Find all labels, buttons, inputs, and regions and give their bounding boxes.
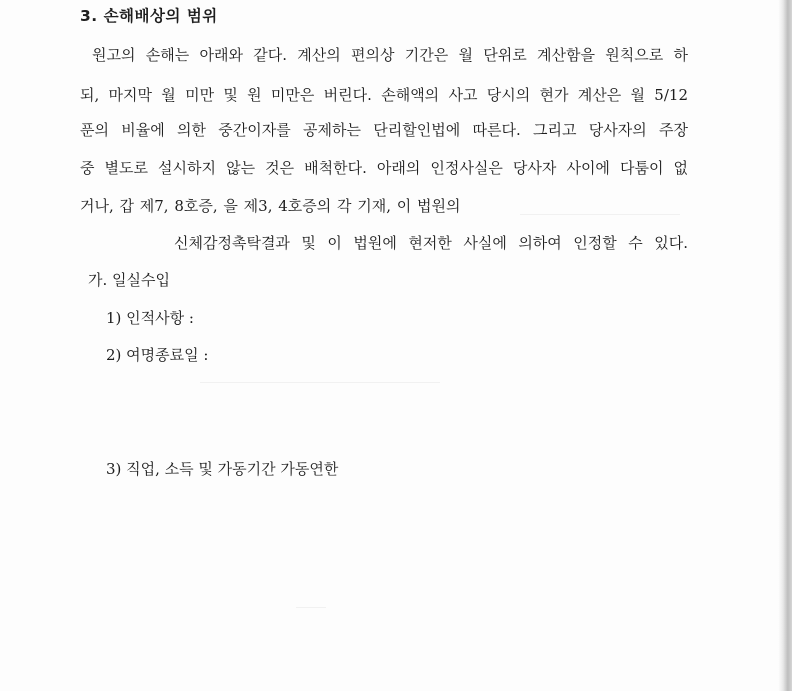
scan-edge: [778, 0, 792, 691]
paragraph-line: 거나, 갑 제7, 8호증, 을 제3, 4호증의 각 기재, 이 법원의: [80, 197, 461, 215]
list-item: 3) 직업, 소득 및 가동기간 가동연한: [106, 460, 339, 478]
paragraph-line: 원고의 손해는 아래와 같다. 계산의 편의상 기간은 월 단위로 계산함을 원칙으로 하: [92, 46, 688, 64]
paragraph-line: 푼의 비율에 의한 중간이자를 공제하는 단리할인법에 따른다. 그리고 당사자의 주장: [80, 121, 688, 139]
paragraph-line: 신체감정촉탁결과 및 이 법원에 현저한 사실에 의하여 인정할 수 있다.: [174, 234, 688, 252]
subsection-title: 가. 일실수입: [88, 271, 170, 289]
scan-artifact: [296, 607, 326, 608]
scan-artifact: [200, 382, 440, 383]
scan-artifact: [520, 214, 680, 215]
paragraph-line: 되, 마지막 월 미만 및 원 미만은 버린다. 손해액의 사고 당시의 현가 계산은 월 5/12: [80, 86, 688, 104]
paragraph-line: 중 별도로 설시하지 않는 것은 배척한다. 아래의 인정사실은 당사자 사이에 다툼이 없: [80, 159, 688, 177]
list-item: 1) 인적사항 :: [106, 309, 194, 327]
list-item: 2) 여명종료일 :: [106, 346, 209, 364]
section-heading: 3. 손해배상의 범위: [80, 7, 218, 25]
